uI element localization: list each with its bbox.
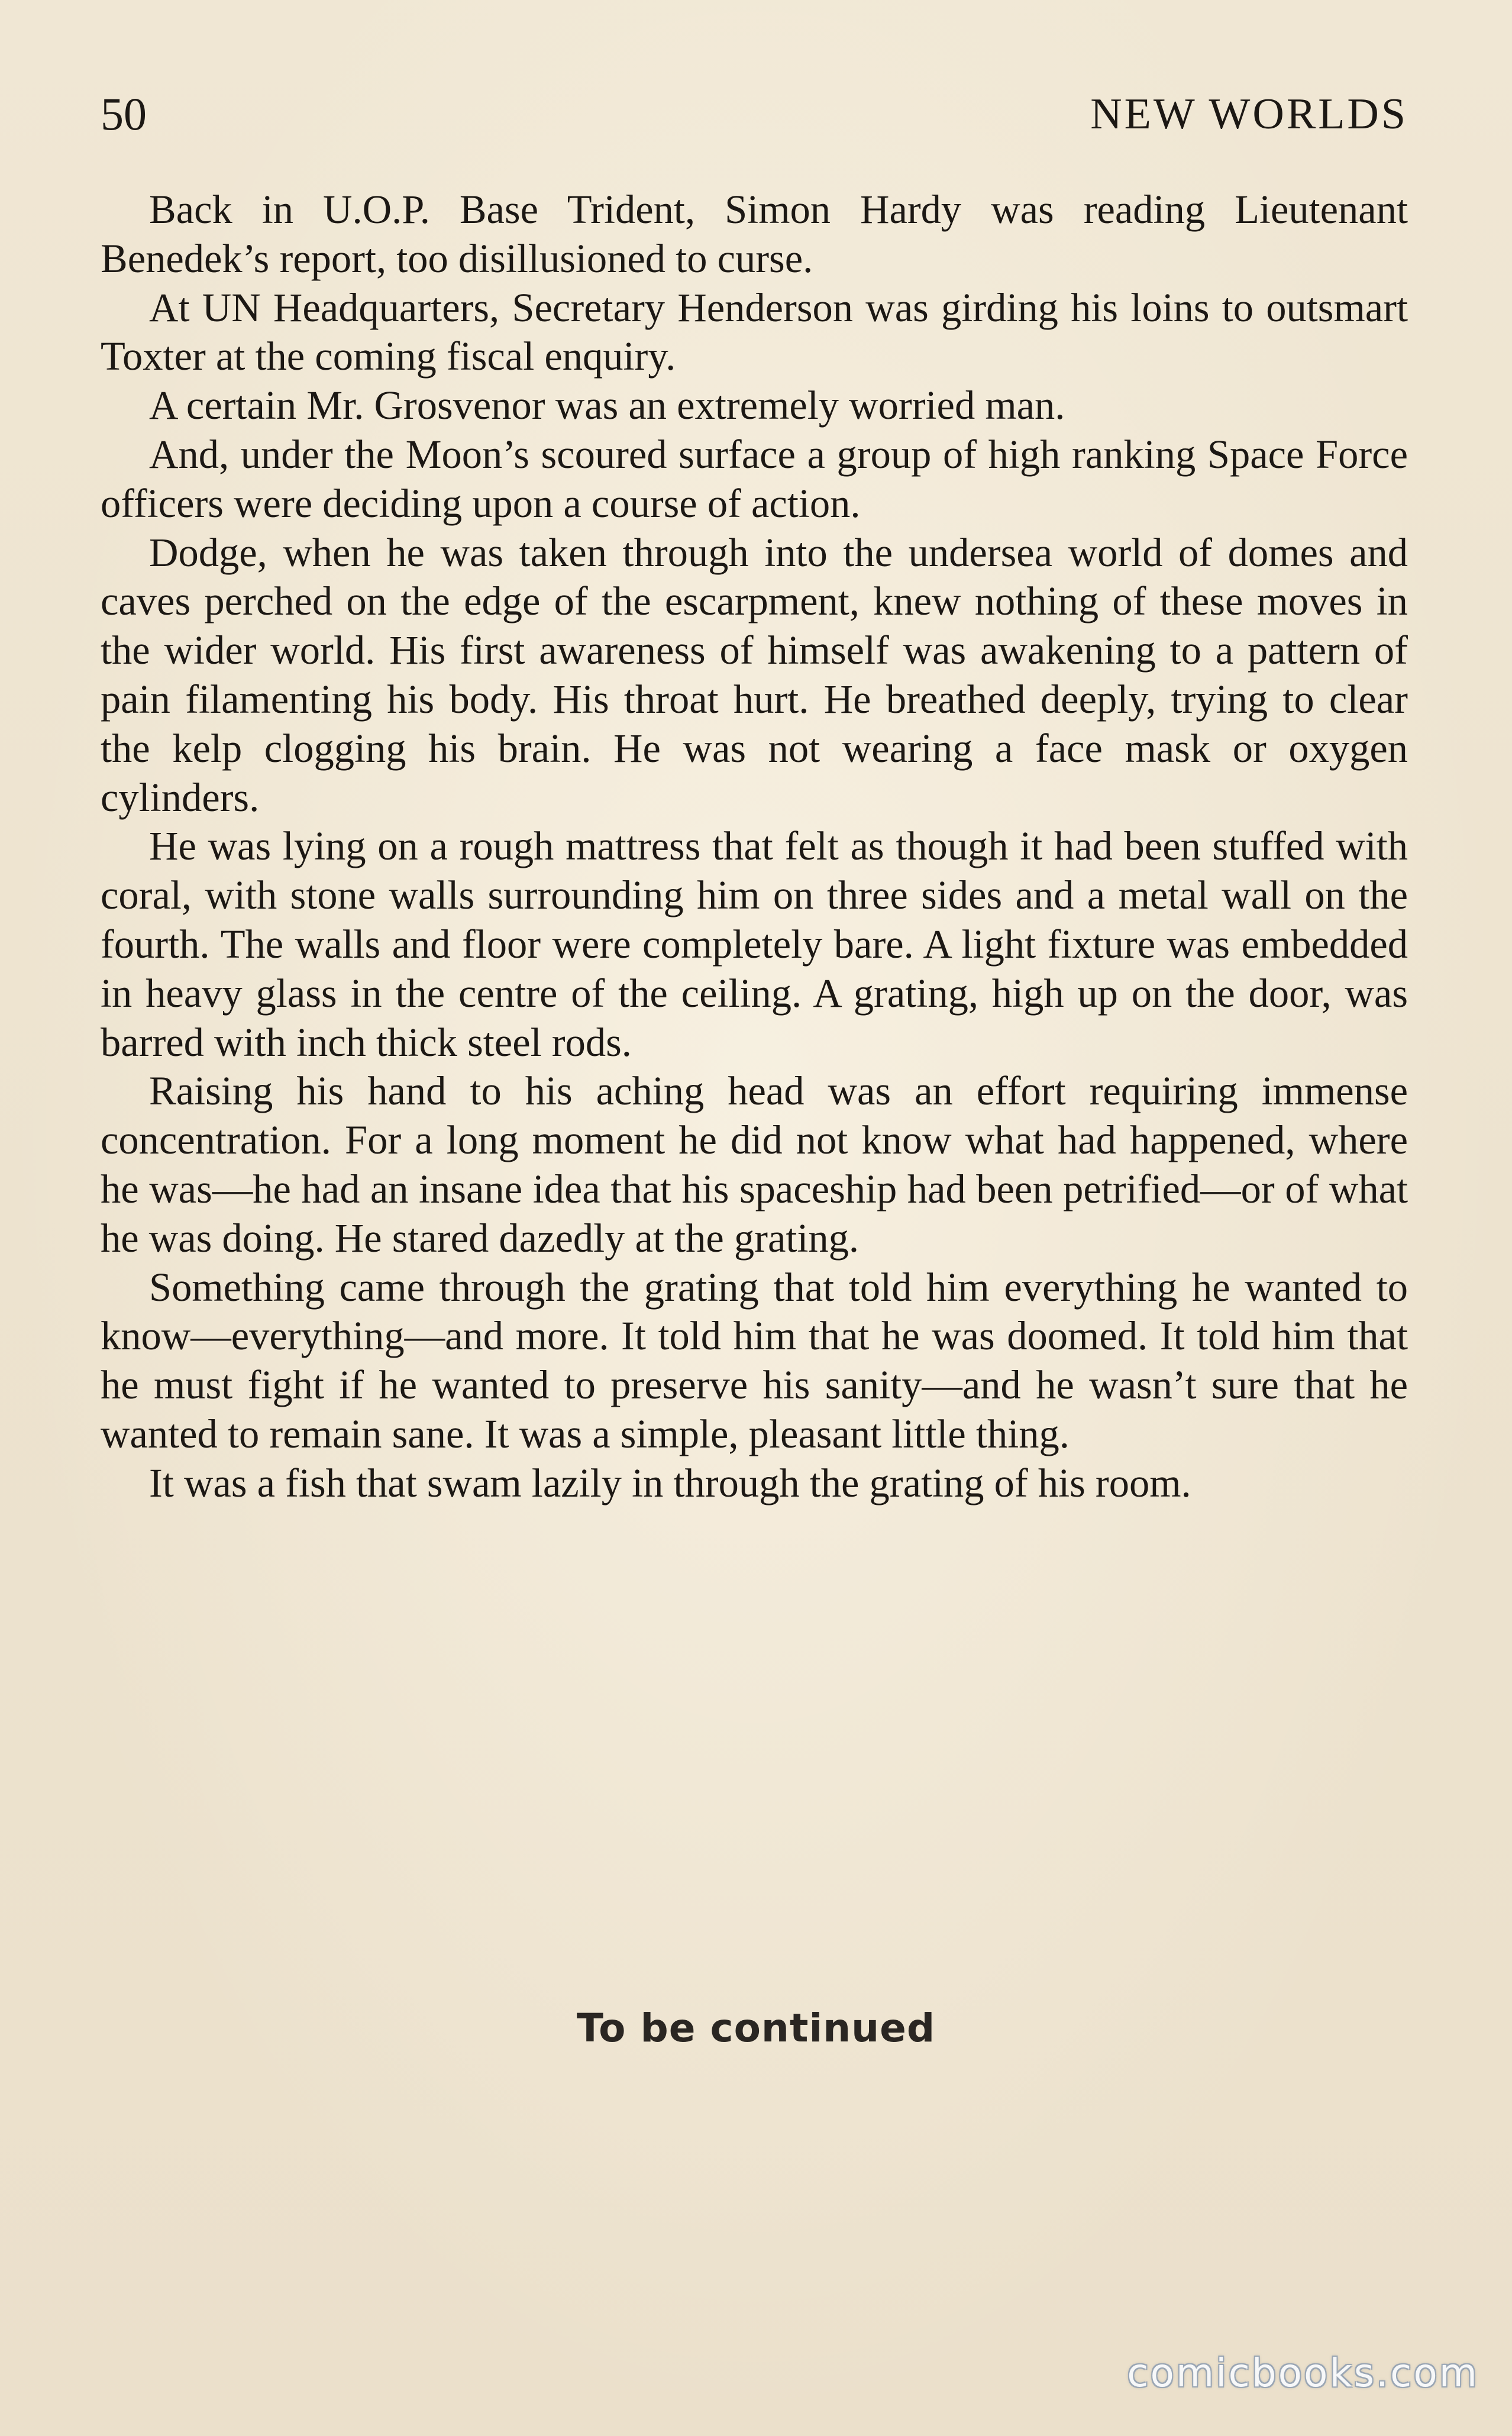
- paragraph: A certain Mr. Grosvenor was an extremely worried man.: [149, 383, 1065, 428]
- body-text: [101, 185, 1408, 1508]
- watermark: comicbooks.com: [1127, 2350, 1479, 2396]
- page-header: [101, 88, 1408, 141]
- paragraph: Raising his hand to his aching head was an effort requiring immense concentration. For a long moment he did not know what had happened, where he was—he had an insane idea that his spaceship had been petrified—or of what he was doing. He stared dazedly at the grating.: [101, 1068, 1408, 1261]
- paragraph: At UN Headquarters, Secretary Henderson was girding his loins to outsmart Toxter at the coming fiscal enquiry.: [101, 285, 1408, 379]
- paragraph: And, under the Moon’s scoured surface a group of high ranking Space Force officers were deciding upon a course of action.: [101, 431, 1408, 526]
- paragraph: It was a fish that swam lazily in through the grating of his room.: [149, 1460, 1191, 1505]
- paragraph: He was lying on a rough mattress that felt as though it had been stuffed with coral, with stone walls surrounding him on three sides and a metal wall on the fourth. The walls and floor were completely bare. A light fixture was embedded in heavy glass in the centre of the ceiling. A grating, high up on the door, was barred with inch thick steel rods.: [101, 823, 1408, 1065]
- page-number: 50: [101, 88, 147, 140]
- running-head: NEW WORLDS: [1090, 90, 1408, 138]
- paragraph: Something came through the grating that told him everything he wanted to know—everything—and more. It told him that he was doomed. It told him that he must fight if he wanted to preserve his sanity—and he wasn’t sure that he wanted to remain sane. It was a simple, pleasant little thing.: [101, 1264, 1408, 1456]
- to-be-continued: To be continued: [576, 2005, 936, 2051]
- paragraph: Back in U.O.P. Base Trident, Simon Hardy was reading Lieutenant Benedek’s report, too disillusioned to curse.: [101, 187, 1408, 281]
- paragraph: Dodge, when he was taken through into the undersea world of domes and caves perched on the edge of the escarpment, knew nothing of these moves in the wider world. His first awareness of himself was awakening to a pattern of pain filamenting his body. His throat hurt. He breathed deeply, trying to clear the kelp clogging his brain. He was not wearing a face mask or oxygen cylinders.: [101, 529, 1408, 820]
